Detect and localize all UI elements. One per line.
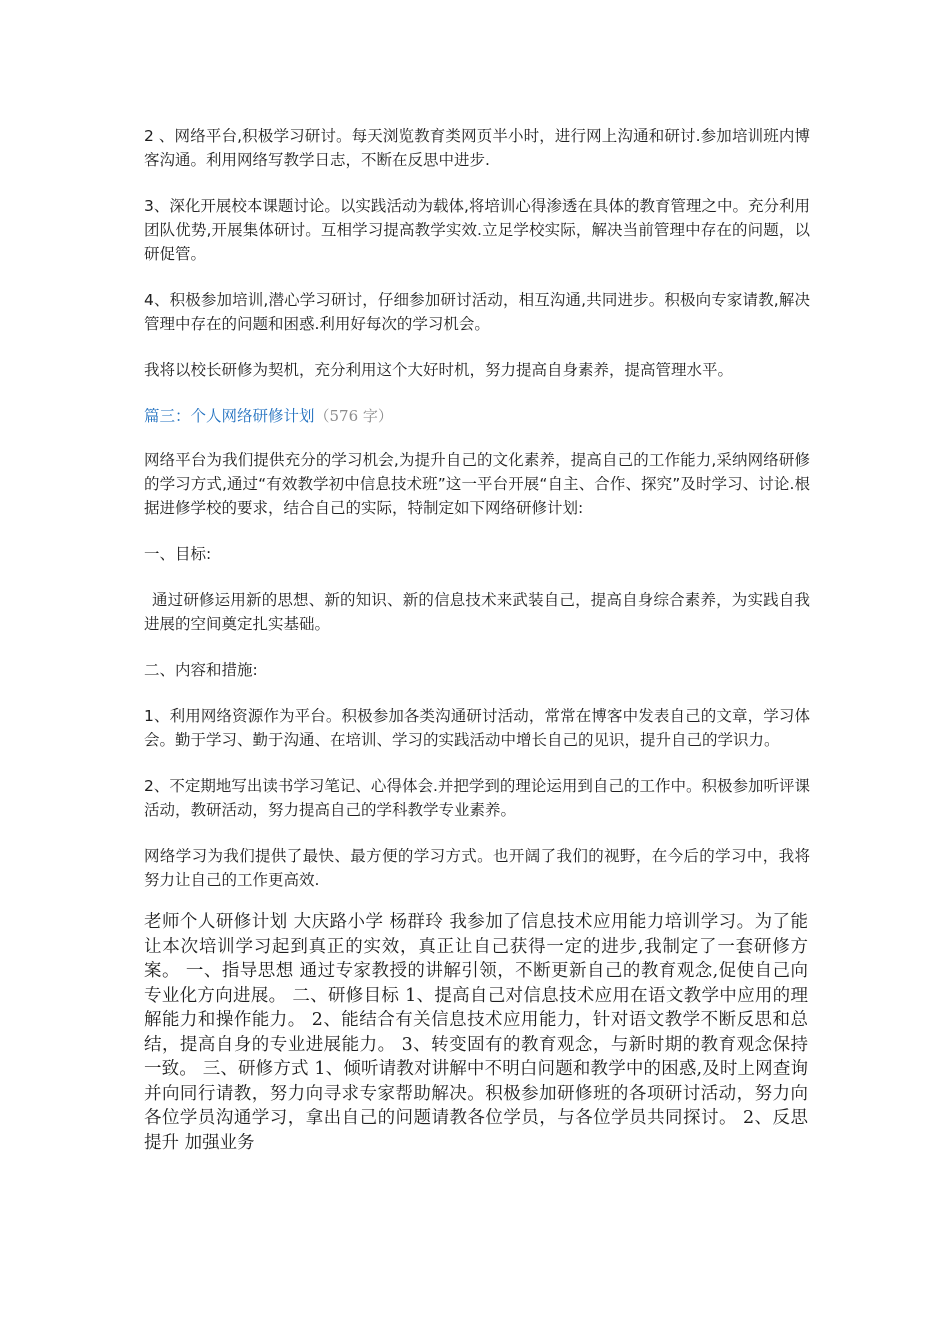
paragraph-goal-heading: 一、目标: [144, 545, 212, 563]
paragraph-goal: 通过研修运用新的思想、新的知识、新的信息技术来武装自己，提高自身综合素养，为实践自我进展的空间奠定扎实基础。 [144, 591, 810, 633]
section-heading [144, 404, 810, 428]
paragraph-network-platform: 2 、网络平台,积极学习研讨。每天浏览教育类网页半小时，进行网上沟通和研讨.参加培训班内博客沟通。利用网络写教学日志，不断在反思中进步. [144, 127, 810, 169]
paragraph-intro: 网络平台为我们提供充分的学习机会,为提升自己的文化素养，提高自己的工作能力,采纳网络研修的学习方式,通过“有效教学初中信息技术班”这一平台开展“自主、合作、探究”及时学习、讨论.根据进修学校的要求，结合自己的实际，特制定如下网络研修计划: [144, 451, 810, 517]
section-title: 篇三：个人网络研修计划 [144, 407, 315, 425]
paragraph-measure-1: 1、利用网络资源作为平台。积极参加各类沟通研讨活动，常常在博客中发表自己的文章，学习体会。勤于学习、勤于沟通、在培训、学习的实践活动中增长自己的见识，提升自己的学识力。 [144, 707, 810, 749]
paragraph-measure-2: 2、不定期地写出读书学习笔记、心得体会.并把学到的理论运用到自己的工作中。积极参加听评课活动，教研活动，努力提高自己的学科教学专业素养。 [144, 777, 810, 819]
paragraph-measures-heading: 二、内容和措施: [144, 661, 258, 679]
paragraph-principal-summary: 我将以校长研修为契机，充分利用这个大好时机，努力提高自身素养，提高管理水平。 [144, 361, 734, 379]
paragraph-training: 4、积极参加培训,潜心学习研讨，仔细参加研讨活动，相互沟通,共同进步。积极向专家请教,解决管理中存在的问题和困惑.利用好每次的学习机会。 [144, 291, 810, 333]
paragraph-conclusion: 网络学习为我们提供了最快、最方便的学习方式。也开阔了我们的视野，在今后的学习中，我将努力让自己的工作更高效. [144, 847, 810, 889]
document-content [144, 124, 810, 1155]
paragraph-teacher-plan: 老师个人研修计划 大庆路小学 杨群玲 我参加了信息技术应用能力培训学习。为了能让本次培训学习起到真正的实效，真正让自己获得一定的进步,我制定了一套研修方案。 一、指导思想 通过专家教授的讲解引领，不断更新自己的教育观念,促使自己向专业化方向进展。 二、研修目标 1、提高自己对信息技术应用在语文教学中应用的理解能力和操作能力。 2、能结合有关信息技术应用能力，针对语文教学不断反思和总结，提高自身的专业进展能力。 3、转变固有的教育观念，与新时期的教育观念保持一致。 三、研修方式 1、倾听请教对讲解中不明白问题和教学中的困惑,及时上网查询并向同行请教，努力向寻求专家帮助解决。积极参加研修班的各项研讨活动，努力向各位学员沟通学习，拿出自己的问题请教各位学员，与各位学员共同探讨。 2、反思提升 加强业务 [144, 912, 808, 1153]
section-word-count: （576 字） [314, 407, 393, 425]
paragraph-school-research: 3、深化开展校本课题讨论。以实践活动为载体,将培训心得渗透在具体的教育管理之中。充分利用团队优势,开展集体研讨。互相学习提高教学实效.立足学校实际，解决当前管理中存在的问题，以研促管。 [144, 197, 810, 263]
